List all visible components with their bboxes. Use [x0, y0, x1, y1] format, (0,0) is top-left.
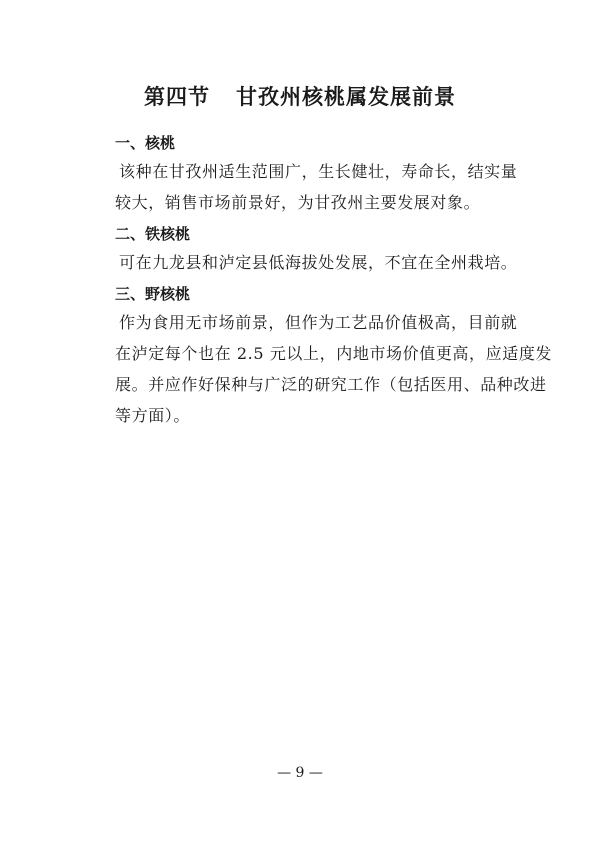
section-heading-wild-walnut: 三、野核桃 — [115, 285, 191, 303]
text-line: 在泸定每个也在 2.5 元以上，内地市场价值更高，应适度发 — [115, 344, 553, 363]
section-heading-iron-walnut: 二、铁核桃 — [115, 225, 191, 243]
paragraph-iron-walnut — [115, 247, 518, 278]
text-line: 较大，销售市场前景好，为甘孜州主要发展对象。 — [115, 193, 481, 212]
paragraph-walnut — [115, 156, 518, 218]
text-line: 等方面）。 — [115, 406, 191, 425]
section-title: 甘孜州核桃属发展前景 — [236, 85, 456, 109]
section-heading-walnut: 一、核桃 — [115, 134, 176, 152]
section-number: 第四节 — [144, 85, 210, 109]
text-line: 可在九龙县和泸定县低海拔处发展，不宜在全州栽培。 — [119, 253, 518, 272]
paragraph-wild-walnut — [115, 307, 553, 431]
page-title — [0, 84, 600, 110]
document-body — [115, 130, 553, 431]
text-line: 展。并应作好保种与广泛的研究工作（包括医用、品种改进 — [115, 375, 547, 394]
page-number: — 9 — — [277, 765, 323, 781]
text-line: 作为食用无市场前景，但作为工艺品价值极高，目前就 — [119, 313, 518, 332]
text-line: 该种在甘孜州适生范围广，生长健壮，寿命长，结实量 — [119, 162, 518, 181]
